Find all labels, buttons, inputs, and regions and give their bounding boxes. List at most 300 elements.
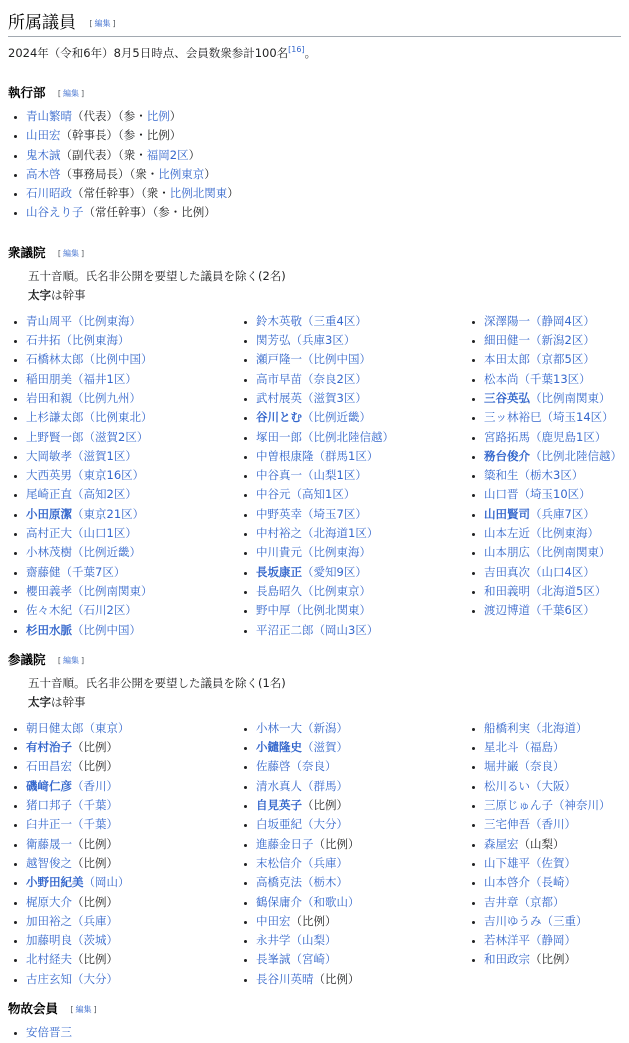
list-item	[256, 370, 466, 389]
district-link[interactable]: （山口1区）	[72, 526, 137, 541]
member-link[interactable]: 中谷真一	[256, 468, 302, 483]
list-item	[256, 815, 466, 834]
member-detail: （比例）	[313, 971, 360, 986]
list-item	[256, 350, 466, 369]
member-detail: （比例）	[72, 740, 118, 755]
list-item	[484, 950, 616, 969]
edit-link[interactable]: 編集	[75, 1004, 92, 1014]
member-link[interactable]: 鶴保庸介	[256, 894, 302, 909]
edit-section: [ 編集 ]	[57, 89, 85, 98]
member-link[interactable]: 和田政宗	[484, 952, 530, 967]
member-link[interactable]: 杉田水脈	[26, 622, 72, 637]
reference-link[interactable]: [16]	[288, 45, 305, 55]
list-item	[256, 505, 466, 524]
district-link[interactable]: （兵庫3区）	[290, 333, 356, 348]
district-link[interactable]: 比例	[146, 109, 170, 123]
member-link[interactable]: 中川貴元	[256, 545, 302, 560]
district-link[interactable]: （千葉13区）	[518, 371, 591, 386]
district-link[interactable]: （兵庫）	[302, 855, 348, 870]
member-link[interactable]: 中野英幸	[256, 506, 302, 521]
member-link[interactable]: 小林一大	[256, 720, 302, 735]
district-link[interactable]: （比例東京）	[302, 583, 371, 598]
list-item	[256, 621, 466, 640]
member-link[interactable]: 山田宏	[26, 128, 61, 143]
district-link[interactable]: （千葉6区）	[530, 603, 595, 618]
district-link[interactable]: （兵庫7区）	[530, 506, 595, 521]
list-item	[26, 719, 238, 738]
district-link[interactable]: （山口4区）	[530, 564, 595, 579]
list-item	[26, 1023, 621, 1042]
list-item	[256, 873, 466, 892]
district-link[interactable]: （三重）	[541, 913, 588, 928]
district-link[interactable]: （京都）	[518, 894, 565, 909]
member-link[interactable]: 渡辺博道	[484, 603, 530, 618]
member-link[interactable]: 三宅伸吾	[484, 817, 530, 832]
member-link[interactable]: 三原じゅん子	[484, 798, 553, 813]
member-link[interactable]: 長峯誠	[256, 952, 291, 967]
member-link[interactable]: 山田賢司	[484, 506, 530, 521]
member-detail: （常任幹事）（衆・	[72, 186, 170, 201]
district-link[interactable]: （大分）	[72, 971, 118, 986]
member-link[interactable]: 青山繁晴	[26, 109, 72, 123]
district-link[interactable]: （群馬1区）	[313, 448, 379, 463]
member-link[interactable]: 堀井巌	[484, 759, 519, 774]
district-link[interactable]: （比例中国）	[83, 352, 153, 367]
member-link[interactable]: 谷川とむ	[256, 410, 302, 425]
district-link[interactable]: （埼玉10区）	[518, 487, 591, 502]
member-detail-close: ）	[204, 166, 216, 181]
list-item	[256, 835, 466, 854]
member-link[interactable]: 梶原大介	[26, 894, 72, 909]
district-link[interactable]: （東京）	[83, 720, 130, 735]
member-link[interactable]: 高木啓	[26, 166, 61, 181]
member-link[interactable]: 吉井章	[484, 894, 519, 909]
list-item	[26, 873, 238, 892]
member-link[interactable]: 古庄玄知	[26, 971, 72, 986]
list-item	[484, 331, 616, 350]
member-link[interactable]: 野中厚	[256, 603, 291, 618]
district-link[interactable]: （大阪）	[530, 778, 576, 793]
member-link[interactable]: 三谷英弘	[484, 390, 530, 405]
member-link[interactable]: 松川るい	[484, 778, 530, 793]
district-link[interactable]: （東京16区）	[72, 468, 145, 483]
intro-text: 2024年（令和6年）8月5日時点、会員数衆参計100名	[8, 46, 289, 60]
list-item	[26, 505, 238, 524]
member-link[interactable]: 鈴木英敬	[256, 313, 302, 328]
district-link[interactable]: （埼玉7区）	[302, 506, 367, 521]
district-link[interactable]: （大分）	[302, 817, 348, 832]
list-item	[256, 408, 466, 427]
list-item	[256, 777, 466, 796]
member-link[interactable]: 森屋宏	[484, 836, 519, 851]
member-link[interactable]: 上野賢一郎	[26, 429, 84, 444]
member-detail: （事務局長）（衆・	[60, 166, 159, 181]
exec-heading	[8, 83, 621, 101]
district-link[interactable]: （高知1区）	[290, 487, 356, 502]
member-link[interactable]: 自見英子	[256, 798, 302, 813]
district-link[interactable]: （香川）	[72, 778, 118, 793]
list-item	[256, 582, 466, 601]
list-item	[256, 912, 466, 931]
intro-paragraph	[8, 44, 621, 63]
list-item	[26, 854, 238, 873]
list-item	[26, 389, 238, 408]
district-link[interactable]: （比例東北）	[83, 410, 153, 425]
district-link[interactable]: （滋賀3区）	[302, 390, 367, 405]
member-detail-close: ）	[169, 109, 182, 123]
district-link[interactable]: （山梨）	[290, 933, 337, 948]
district-link[interactable]: （比例北陸信越）	[530, 448, 622, 463]
district-link[interactable]: （比例近畿）	[72, 545, 141, 560]
sangiin-heading	[8, 650, 621, 668]
district-link[interactable]: （比例東海）	[72, 313, 141, 328]
list-item	[26, 815, 238, 834]
district-link[interactable]: （新潟）	[302, 720, 348, 735]
list-item	[256, 950, 466, 969]
list-item	[256, 485, 466, 504]
district-link[interactable]: （栃木3区）	[518, 468, 584, 483]
list-item	[26, 543, 238, 562]
member-detail: （山梨）	[518, 836, 565, 851]
district-link[interactable]: （石川2区）	[72, 603, 137, 618]
list-item	[484, 912, 616, 931]
member-link[interactable]: 瀬戸隆一	[256, 352, 302, 367]
member-link[interactable]: 関芳弘	[256, 333, 291, 348]
district-link[interactable]: （北海道）	[530, 720, 588, 735]
member-link[interactable]: 齋藤健	[26, 564, 61, 579]
list-item	[484, 505, 616, 524]
member-link[interactable]: 上杉謙太郎	[26, 410, 84, 425]
district-link[interactable]: （群馬）	[302, 778, 348, 793]
list-item	[256, 601, 466, 620]
member-link[interactable]: 北村経夫	[26, 952, 72, 967]
list-item	[484, 757, 616, 776]
member-link[interactable]: 高橋克法	[256, 875, 302, 890]
member-link[interactable]: 大岡敏孝	[26, 448, 72, 463]
list-item	[26, 485, 238, 504]
edit-section: [ 編集 ]	[57, 655, 85, 665]
list-item	[256, 389, 466, 408]
member-link[interactable]: 朝日健太郎	[26, 720, 84, 735]
list-item	[26, 428, 238, 447]
list-item	[484, 719, 616, 738]
member-link[interactable]: 務台俊介	[484, 448, 530, 463]
member-link[interactable]: 塚田一郎	[256, 429, 302, 444]
district-link[interactable]: 比例東京	[158, 166, 205, 181]
member-link[interactable]: 細田健一	[484, 333, 530, 348]
member-detail: （幹事長）（参・比例）	[60, 128, 182, 143]
shugiin-col-2	[238, 312, 466, 640]
list-item	[26, 184, 621, 203]
list-item	[256, 543, 466, 562]
district-link[interactable]: 福岡2区	[146, 147, 189, 162]
district-link[interactable]: （滋賀2区）	[83, 429, 149, 444]
edit-section: [ 編集 ]	[89, 19, 116, 28]
list-item	[484, 873, 616, 892]
member-link[interactable]: 長谷川英晴	[256, 971, 314, 986]
list-item	[256, 796, 466, 815]
list-item	[26, 601, 238, 620]
member-link[interactable]: 清水真人	[256, 778, 302, 793]
member-link[interactable]: 中田宏	[256, 913, 291, 928]
member-link[interactable]: 鬼木誠	[26, 147, 61, 162]
member-link[interactable]: 山谷えり子	[26, 205, 84, 220]
district-link[interactable]: （高知2区）	[72, 487, 137, 502]
district-link[interactable]: （静岡）	[530, 933, 576, 948]
district-link[interactable]: （岡山3区）	[313, 622, 379, 637]
member-link[interactable]: 和田義明	[484, 583, 530, 598]
district-link[interactable]: （岡山）	[83, 875, 130, 890]
member-link[interactable]: 武村展英	[256, 390, 302, 405]
member-link[interactable]: 臼井正一	[26, 817, 72, 832]
list-item	[26, 203, 621, 222]
shugiin-heading	[8, 243, 621, 261]
list-item	[26, 370, 238, 389]
list-item	[26, 126, 621, 145]
district-link[interactable]: （兵庫）	[72, 913, 118, 928]
member-link[interactable]: 小田原潔	[26, 506, 72, 521]
district-link[interactable]: （茨城）	[72, 933, 118, 948]
member-detail: （副代表）（衆・	[60, 147, 147, 162]
member-link[interactable]: 石橋林太郎	[26, 352, 84, 367]
list-item	[26, 312, 238, 331]
edit-link[interactable]: 編集	[63, 248, 79, 258]
member-link[interactable]: 安倍晋三	[26, 1024, 72, 1039]
list-item	[256, 719, 466, 738]
member-link[interactable]: 簗和生	[484, 468, 519, 483]
intro-end: 。	[304, 46, 317, 60]
district-link[interactable]: （神奈川）	[553, 798, 611, 813]
member-link[interactable]: 石井拓	[26, 333, 61, 348]
section-title: 所属議員	[8, 13, 76, 33]
district-link[interactable]: （比例南関東）	[72, 583, 153, 598]
member-link[interactable]: 中曽根康隆	[256, 448, 314, 463]
list-item	[484, 447, 622, 466]
member-link[interactable]: 深澤陽一	[484, 313, 530, 328]
list-item	[484, 370, 616, 389]
member-link[interactable]: 加田裕之	[26, 913, 72, 928]
list-item	[484, 796, 616, 815]
member-link[interactable]: 稲田朋美	[26, 371, 72, 386]
list-item	[26, 757, 238, 776]
member-link[interactable]: 小野田紀美	[26, 875, 84, 890]
member-link[interactable]: 白坂亜紀	[256, 817, 302, 832]
district-link[interactable]: （比例東海）	[302, 545, 371, 560]
member-link[interactable]: 石田昌宏	[26, 759, 72, 774]
district-link[interactable]: 比例北関東	[169, 186, 228, 201]
district-link[interactable]: （比例北関東）	[290, 603, 371, 618]
member-link[interactable]: 石川昭政	[26, 186, 72, 201]
district-link[interactable]: （奈良）	[518, 759, 565, 774]
member-link[interactable]: 高村正大	[26, 526, 72, 541]
list-item	[26, 146, 621, 165]
district-link[interactable]: （北海道1区）	[302, 526, 379, 541]
district-link[interactable]: （奈良）	[290, 759, 337, 774]
list-item	[484, 854, 616, 873]
district-link[interactable]: （奈良2区）	[302, 371, 367, 386]
member-detail: （代表）（参・	[72, 109, 147, 123]
member-link[interactable]: 末松信介	[256, 855, 302, 870]
member-link[interactable]: 越智俊之	[26, 855, 72, 870]
list-item	[26, 912, 238, 931]
list-item	[26, 777, 238, 796]
list-item	[26, 931, 238, 950]
member-link[interactable]: 佐藤啓	[256, 759, 291, 774]
district-link[interactable]: （京都5区）	[530, 352, 595, 367]
member-link[interactable]: 山本啓介	[484, 875, 530, 890]
list-item	[484, 582, 616, 601]
member-link[interactable]: 山下雄平	[484, 855, 530, 870]
list-item	[26, 621, 238, 640]
district-link[interactable]: （千葉）	[72, 798, 118, 813]
member-link[interactable]: 星北斗	[484, 740, 519, 755]
member-detail: （比例）	[72, 952, 118, 967]
member-link[interactable]: 永井学	[256, 933, 291, 948]
edit-link[interactable]: 編集	[94, 19, 111, 28]
member-link[interactable]: 山口晋	[484, 487, 519, 502]
list-item	[484, 738, 616, 757]
district-link[interactable]: （比例東海）	[530, 526, 599, 541]
district-link[interactable]: （比例北陸信越）	[302, 429, 394, 444]
district-link[interactable]: （千葉）	[72, 817, 118, 832]
edit-link[interactable]: 編集	[63, 89, 79, 98]
list-item	[256, 854, 466, 873]
district-link[interactable]: （埼玉14区）	[541, 410, 614, 425]
member-link[interactable]: 吉川ゆうみ	[484, 913, 542, 928]
district-link[interactable]: （比例東海）	[60, 333, 130, 348]
member-link[interactable]: 進藤金日子	[256, 836, 314, 851]
district-link[interactable]: （静岡4区）	[530, 313, 595, 328]
district-link[interactable]: （三重4区）	[302, 313, 367, 328]
deceased-heading	[8, 999, 621, 1017]
district-link[interactable]: （佐賀）	[530, 855, 576, 870]
member-detail: （比例）	[290, 913, 337, 928]
shugiin-note: 五十音順。氏名非公開を要望した議員を除く(2名)	[28, 268, 286, 283]
list-item	[26, 165, 621, 184]
member-link[interactable]: 長坂康正	[256, 564, 302, 579]
list-item	[26, 738, 238, 757]
district-link[interactable]: （千葉7区）	[60, 564, 126, 579]
edit-section: [ 編集 ]	[57, 248, 85, 258]
member-detail: （比例）	[72, 759, 118, 774]
member-link[interactable]: 衛藤晟一	[26, 836, 72, 851]
sangiin-col-2	[238, 719, 466, 989]
district-link[interactable]: （比例近畿）	[302, 410, 371, 425]
sangiin-col-1	[8, 719, 238, 989]
list-item	[484, 601, 616, 620]
district-link[interactable]: （滋賀1区）	[72, 448, 137, 463]
member-detail: （比例）	[72, 836, 118, 851]
member-link[interactable]: 船橋利実	[484, 720, 530, 735]
member-link[interactable]: 猪口邦子	[26, 798, 72, 813]
district-link[interactable]: （香川）	[530, 817, 576, 832]
member-link[interactable]: 有村治子	[26, 740, 72, 755]
member-link[interactable]: 尾崎正直	[26, 487, 72, 502]
member-link[interactable]: 小鑓隆史	[256, 740, 302, 755]
sangiin-col-3	[466, 719, 616, 970]
list-item	[484, 350, 616, 369]
shugiin-col-1	[8, 312, 238, 640]
member-link[interactable]: 松本尚	[484, 371, 519, 386]
district-link[interactable]: （新潟2区）	[530, 333, 595, 348]
member-link[interactable]: 平沼正二郎	[256, 622, 314, 637]
member-link[interactable]: 小林茂樹	[26, 545, 72, 560]
district-link[interactable]: （鹿児島1区）	[530, 429, 607, 444]
district-link[interactable]: （栃木）	[302, 875, 348, 890]
member-link[interactable]: 磯﨑仁彦	[26, 778, 72, 793]
member-link[interactable]: 長島昭久	[256, 583, 302, 598]
shugiin-title: 衆議院	[8, 244, 46, 260]
list-item	[484, 524, 616, 543]
list-item	[484, 408, 616, 427]
member-detail-close: ）	[188, 147, 201, 162]
district-link[interactable]: （比例南関東）	[530, 545, 611, 560]
member-detail: （比例）	[72, 855, 118, 870]
list-item	[256, 893, 466, 912]
list-item	[256, 970, 466, 989]
edit-link[interactable]: 編集	[63, 655, 79, 665]
list-item	[256, 563, 466, 582]
district-link[interactable]: （比例中国）	[72, 622, 141, 637]
member-link[interactable]: 若林洋平	[484, 933, 530, 948]
member-link[interactable]: 本田太郎	[484, 352, 530, 367]
member-link[interactable]: 三ッ林裕巳	[484, 410, 542, 425]
member-link[interactable]: 高市早苗	[256, 371, 302, 386]
list-item	[26, 950, 238, 969]
shugiin-bold-note: 太字は幹事	[28, 287, 86, 302]
member-link[interactable]: 櫻田義孝	[26, 583, 72, 598]
district-link[interactable]: （比例南関東）	[530, 390, 611, 405]
member-detail: （比例）	[72, 894, 118, 909]
member-link[interactable]: 吉田真次	[484, 564, 530, 579]
member-link[interactable]: 大西英男	[26, 468, 72, 483]
list-item	[256, 466, 466, 485]
district-link[interactable]: （長崎）	[530, 875, 576, 890]
district-link[interactable]: （山梨1区）	[302, 468, 367, 483]
list-item	[484, 466, 616, 485]
list-item	[484, 777, 616, 796]
district-link[interactable]: （北海道5区）	[530, 583, 607, 598]
member-link[interactable]: 青山周平	[26, 313, 72, 328]
list-item	[484, 543, 616, 562]
list-item	[484, 835, 616, 854]
exec-title: 執行部	[8, 85, 46, 100]
list-item	[256, 331, 466, 350]
district-link[interactable]: （比例九州）	[72, 390, 141, 405]
member-link[interactable]: 岩田和親	[26, 390, 72, 405]
member-link[interactable]: 加藤明良	[26, 933, 72, 948]
member-link[interactable]: 中村裕之	[256, 526, 302, 541]
district-link[interactable]: （福島）	[518, 740, 565, 755]
member-link[interactable]: 宮路拓馬	[484, 429, 530, 444]
district-link[interactable]: （愛知9区）	[302, 564, 367, 579]
member-link[interactable]: 佐々木紀	[26, 603, 72, 618]
list-item	[26, 331, 238, 350]
district-link[interactable]: （東京21区）	[72, 506, 145, 521]
district-link[interactable]: （滋賀）	[302, 740, 348, 755]
member-link[interactable]: 山本左近	[484, 526, 530, 541]
list-item	[256, 931, 466, 950]
district-link[interactable]: （福井1区）	[72, 371, 137, 386]
list-item	[256, 447, 466, 466]
district-link[interactable]: （和歌山）	[302, 894, 360, 909]
member-link[interactable]: 中谷元	[256, 487, 291, 502]
district-link[interactable]: （比例中国）	[302, 352, 371, 367]
list-item	[26, 524, 238, 543]
member-link[interactable]: 山本朋広	[484, 545, 530, 560]
district-link[interactable]: （宮崎）	[290, 952, 337, 967]
sangiin-columns	[8, 719, 621, 989]
